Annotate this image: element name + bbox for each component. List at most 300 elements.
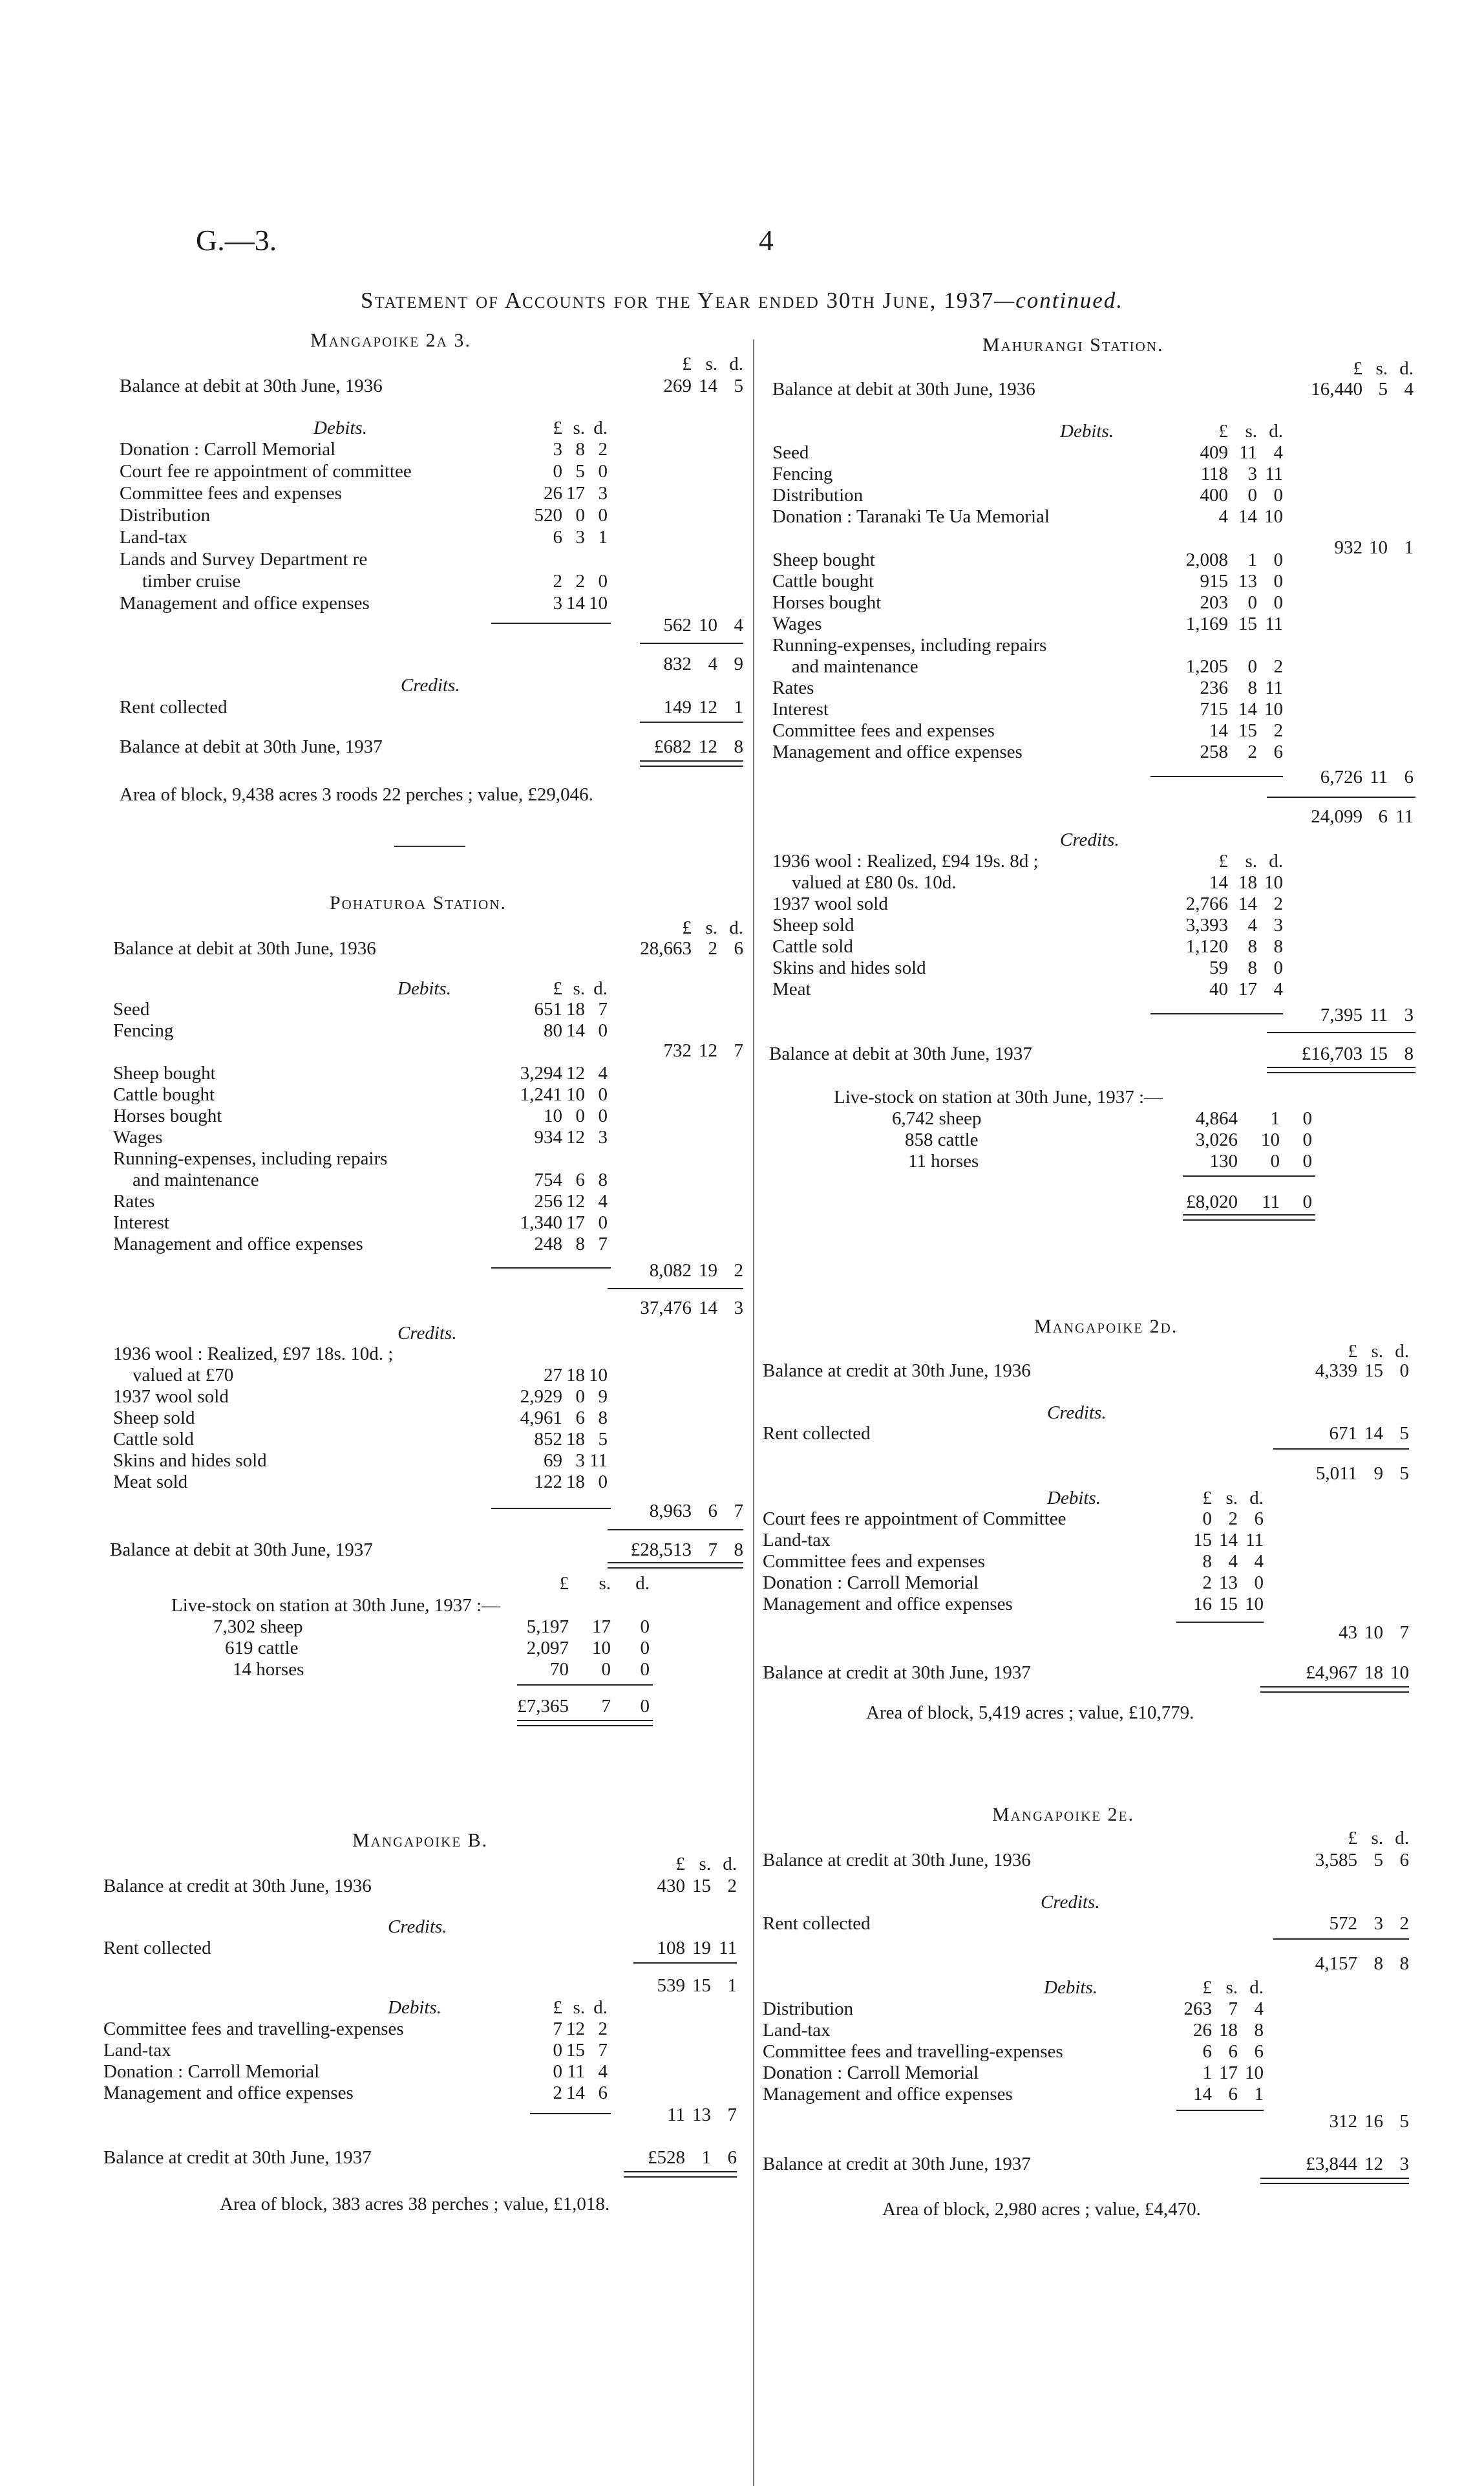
area-value-note: Area of block, 5,419 acres ; value, £10,779.	[866, 1702, 1194, 1723]
livestock-item-label: 11 horses	[908, 1151, 979, 1172]
subtotal-pence: 3	[734, 1298, 743, 1318]
debit-item-label: Committee fees and expenses	[772, 720, 995, 741]
credit-item-pounds: 14	[1209, 872, 1228, 893]
debits-total-pence: 4	[734, 615, 743, 636]
rent-pence: 1	[734, 697, 743, 718]
credit-item-label: 1937 wool sold	[113, 1386, 229, 1407]
currency-head-outer-shillings: s.	[1375, 358, 1388, 379]
debit-item-pence: 11	[1246, 1530, 1264, 1550]
debit-item-label: Seed	[772, 442, 809, 463]
credit-item-shillings: 18	[566, 1429, 585, 1450]
debit-item-pounds: 15	[1193, 1530, 1212, 1550]
opening-balance-label: Balance at credit at 30th June, 1936	[763, 1850, 1031, 1870]
credit-item-label: valued at £70	[132, 1365, 234, 1386]
currency-head-inner-pence: d.	[593, 978, 608, 999]
credit-item-shillings: 8	[1247, 936, 1257, 957]
debit-item-label: Management and office expenses	[763, 2084, 1013, 2105]
debit-item-label: Committee fees and travelling-expenses	[103, 2019, 404, 2039]
debit-item-pounds: 1,169	[1185, 614, 1228, 634]
closing-balance-pounds: £16,703	[1301, 1044, 1362, 1064]
debit-item-label: Land-tax	[120, 527, 187, 548]
debit-item-label: Court fee re appointment of committee	[120, 461, 412, 482]
closing-balance-shillings: 7	[708, 1539, 717, 1560]
currency-head-inner-pence: d.	[593, 1997, 608, 2018]
debit-item-pounds: 520	[534, 505, 562, 526]
debit-item-label: Interest	[772, 699, 829, 720]
debit-item-pence: 0	[598, 1020, 608, 1041]
section-title: Mangapoike 2e.	[992, 1804, 1134, 1825]
rent-pence: 11	[719, 1938, 737, 1958]
subtotal-pence: 5	[1399, 1463, 1409, 1484]
credit-item-pounds: 852	[534, 1429, 562, 1450]
debit-item-label: Seed	[113, 999, 150, 1020]
debit-item-label: Wages	[113, 1127, 163, 1148]
opening-balance-shillings: 14	[699, 376, 717, 396]
opening-balance-pence: 6	[734, 938, 743, 959]
group2-total-shillings: 19	[699, 1260, 717, 1281]
debit-item-pence: 0	[1254, 1572, 1264, 1593]
rent-pence: 2	[1399, 1913, 1409, 1934]
debit-item-pounds: 0	[1202, 1508, 1212, 1529]
debit-item-pence: 7	[598, 2040, 608, 2061]
debit-item-pounds: 3	[553, 439, 562, 460]
credit-item-pounds: 122	[534, 1472, 562, 1492]
livestock-total-pounds: £8,020	[1186, 1192, 1238, 1212]
currency-head-inner-pence: d.	[593, 418, 608, 438]
currency-head-inner-shillings: s.	[1225, 1488, 1238, 1508]
rent-pounds: 108	[657, 1938, 685, 1958]
closing-balance-label: Balance at debit at 30th June, 1937	[769, 1044, 1032, 1064]
debit-item-pounds: 236	[1200, 678, 1228, 698]
group2-total-pounds: 6,726	[1320, 767, 1362, 788]
debit-item-shillings: 14	[1219, 1530, 1238, 1550]
credit-item-shillings: 18	[566, 1365, 585, 1386]
closing-balance-pounds: £4,967	[1306, 1662, 1357, 1683]
subtotal-shillings: 4	[708, 654, 717, 674]
debit-item-pounds: 1,241	[520, 1084, 562, 1105]
credit-item-label: 1936 wool : Realized, £94 19s. 8d ;	[772, 851, 1039, 872]
debit-item-pence: 0	[598, 1084, 608, 1105]
credit-item-label: Sheep sold	[113, 1408, 195, 1428]
debit-item-label: timber cruise	[142, 571, 241, 592]
debit-item-pounds: 16	[1193, 1594, 1212, 1614]
debit-item-label: Court fees re appointment of Committee	[763, 1508, 1066, 1529]
group1-total-pounds: 932	[1334, 537, 1362, 558]
section-title: Mangapoike B.	[352, 1830, 489, 1851]
debit-item-shillings: 11	[567, 2061, 585, 2082]
debit-item-pence: 8	[1254, 2020, 1264, 2041]
debit-item-pounds: 1	[1202, 2063, 1212, 2083]
debit-item-shillings: 14	[566, 2083, 585, 2103]
credit-item-shillings: 18	[566, 1472, 585, 1492]
livestock-total-shillings: 7	[601, 1696, 611, 1717]
opening-balance-label: Balance at credit at 30th June, 1936	[103, 1876, 372, 1896]
debit-item-pounds: 2	[553, 2083, 562, 2103]
debit-item-pence: 11	[1265, 464, 1283, 484]
debit-item-pounds: 26	[1193, 2020, 1212, 2041]
closing-balance-pounds: £682	[654, 736, 692, 757]
currency-head-outer-pence: d.	[1399, 358, 1414, 379]
statement-title-continued: —continued.	[994, 288, 1123, 313]
rent-pounds: 149	[663, 697, 692, 718]
currency-head-inner-pounds: £	[553, 418, 562, 438]
credits-heading: Credits.	[1047, 1402, 1107, 1423]
debit-item-label: Sheep bought	[113, 1063, 216, 1084]
debit-item-label: Rates	[772, 678, 814, 698]
debit-item-shillings: 15	[1219, 1594, 1238, 1614]
debit-item-shillings: 6	[1228, 2084, 1238, 2105]
currency-head-outer-shillings: s.	[705, 917, 717, 938]
rent-label: Rent collected	[763, 1423, 871, 1444]
debit-item-pence: 0	[598, 505, 608, 526]
debit-item-shillings: 6	[575, 1170, 585, 1190]
debit-item-pounds: 118	[1200, 464, 1228, 484]
subtotal-pence: 11	[1395, 806, 1414, 827]
credit-item-pence: 10	[1264, 872, 1283, 893]
document-series: G.—3.	[196, 224, 277, 257]
debit-item-pence: 8	[598, 1170, 608, 1190]
credit-item-pounds: 3,393	[1185, 915, 1228, 936]
credits-heading: Credits.	[1041, 1892, 1100, 1913]
debits-total-pence: 7	[727, 2105, 737, 2125]
currency-head-outer-pence: d.	[1395, 1341, 1409, 1362]
opening-balance-pounds: 28,663	[640, 938, 692, 959]
debit-item-pence: 10	[1264, 506, 1283, 527]
closing-balance-pence: 10	[1390, 1662, 1409, 1683]
closing-balance-label: Balance at credit at 30th June, 1937	[103, 2147, 372, 2168]
debit-item-shillings: 8	[575, 439, 585, 460]
debit-item-shillings: 2	[1228, 1508, 1238, 1529]
debit-item-pounds: 1,340	[520, 1212, 562, 1233]
debit-item-label: Cattle bought	[113, 1084, 215, 1105]
group1-total-pence: 1	[1404, 537, 1414, 558]
subtotal-shillings: 9	[1373, 1463, 1383, 1484]
rent-label: Rent collected	[763, 1913, 871, 1934]
opening-balance-pence: 6	[1399, 1850, 1409, 1870]
debit-item-pounds: 80	[544, 1020, 562, 1041]
debit-item-pence: 11	[1265, 678, 1283, 698]
debit-item-label: Distribution	[763, 1998, 854, 2019]
credit-item-shillings: 8	[1247, 958, 1257, 978]
debits-total-shillings: 16	[1364, 2111, 1383, 2132]
credits-total-shillings: 11	[1370, 1005, 1388, 1025]
credit-item-label: Cattle sold	[113, 1429, 194, 1450]
livestock-item-shillings: 17	[592, 1616, 611, 1637]
closing-balance-pence: 3	[1399, 2154, 1409, 2174]
debit-item-pounds: 400	[1200, 485, 1228, 506]
opening-balance-pence: 0	[1399, 1360, 1409, 1381]
subtotal-pence: 1	[727, 1975, 737, 1996]
debit-item-pounds: 2	[1202, 1572, 1212, 1593]
credit-item-label: Cattle sold	[772, 936, 853, 957]
opening-balance-pounds: 3,585	[1315, 1850, 1357, 1870]
currency-head-inner-shillings: s.	[573, 418, 585, 438]
livestock-item-pence: 0	[1302, 1130, 1312, 1150]
debit-item-shillings: 12	[566, 1127, 585, 1148]
closing-balance-shillings: 15	[1369, 1044, 1388, 1064]
debit-item-pence: 0	[1273, 571, 1283, 592]
currency-head-livestock-shillings: s.	[599, 1573, 611, 1594]
debit-item-pounds: 263	[1183, 1998, 1212, 2019]
closing-balance-label: Balance at credit at 30th June, 1937	[763, 2154, 1031, 2174]
debit-item-pence: 4	[1254, 1998, 1264, 2019]
subtotal-shillings: 14	[699, 1298, 717, 1318]
livestock-item-pounds: 3,026	[1195, 1130, 1238, 1150]
closing-balance-shillings: 1	[701, 2147, 711, 2168]
credits-heading: Credits.	[1060, 830, 1119, 850]
livestock-item-pounds: 70	[550, 1659, 569, 1680]
debits-heading: Debits.	[398, 978, 451, 999]
debit-item-label: Fencing	[113, 1020, 174, 1041]
debit-item-pence: 0	[598, 461, 608, 482]
currency-head-outer-shillings: s.	[1371, 1341, 1383, 1362]
credit-item-label: valued at £80 0s. 10d.	[792, 872, 957, 893]
opening-balance-shillings: 5	[1378, 379, 1388, 400]
debit-item-label: Rates	[113, 1191, 155, 1212]
debit-item-label: Interest	[113, 1212, 169, 1233]
currency-head-inner-pence: d.	[1269, 421, 1283, 442]
credit-item-shillings: 6	[575, 1408, 585, 1428]
currency-head-inner-pounds: £	[1218, 421, 1228, 442]
subtotal-pence: 9	[734, 654, 743, 674]
currency-head-credits-pounds: £	[1218, 851, 1228, 872]
debit-item-pounds: 754	[534, 1170, 562, 1190]
debit-item-shillings: 11	[1239, 442, 1257, 463]
debit-item-pence: 2	[598, 2019, 608, 2039]
currency-head-outer-pounds: £	[682, 354, 692, 374]
debit-item-shillings: 5	[575, 461, 585, 482]
debit-item-label: Donation : Carroll Memorial	[120, 439, 336, 460]
currency-head-livestock-pence: d.	[635, 1573, 650, 1594]
credits-heading: Credits.	[388, 1916, 447, 1937]
credit-item-pounds: 4,961	[520, 1408, 562, 1428]
debits-total-pounds: 11	[667, 2105, 685, 2125]
livestock-item-label: 14 horses	[233, 1659, 304, 1680]
livestock-item-pounds: 4,864	[1195, 1108, 1238, 1129]
credit-item-pounds: 59	[1209, 958, 1228, 978]
debit-item-pence: 7	[598, 1234, 608, 1254]
closing-balance-pence: 8	[1404, 1044, 1414, 1064]
opening-balance-label: Balance at credit at 30th June, 1936	[763, 1360, 1031, 1381]
livestock-total-shillings: 11	[1262, 1192, 1280, 1212]
closing-balance-label: Balance at debit at 30th June, 1937	[120, 736, 383, 757]
subtotal-pounds: 5,011	[1315, 1463, 1357, 1484]
rent-label: Rent collected	[120, 697, 228, 718]
debit-item-pence: 3	[598, 1127, 608, 1148]
subtotal-pounds: 539	[657, 1975, 685, 1996]
debits-heading: Debits.	[1047, 1488, 1101, 1508]
debits-total-shillings: 10	[699, 615, 717, 636]
credit-item-pence: 8	[1273, 936, 1283, 957]
currency-head-inner-pence: d.	[1249, 1977, 1264, 1998]
livestock-item-pence: 0	[1302, 1108, 1312, 1129]
credits-total-pence: 7	[734, 1501, 743, 1521]
currency-head-outer-pence: d.	[1395, 1828, 1409, 1848]
currency-head-credits-pence: d.	[1269, 851, 1283, 872]
subtotal-pence: 8	[1399, 1953, 1409, 1974]
debit-item-label: Management and office expenses	[763, 1594, 1013, 1614]
debit-item-pence: 10	[1245, 2063, 1264, 2083]
credits-heading: Credits.	[401, 675, 460, 696]
debit-item-label: Distribution	[120, 505, 211, 526]
credits-total-pence: 3	[1404, 1005, 1414, 1025]
livestock-item-shillings: 0	[601, 1659, 611, 1680]
debits-total-pence: 5	[1399, 2111, 1409, 2132]
debit-item-shillings: 15	[1238, 614, 1257, 634]
debit-item-shillings: 14	[566, 1020, 585, 1041]
debit-item-shillings: 8	[1247, 678, 1257, 698]
credit-item-pounds: 27	[544, 1365, 562, 1386]
debit-item-label: Donation : Taranaki Te Ua Memorial	[772, 506, 1050, 527]
closing-balance-label: Balance at debit at 30th June, 1937	[110, 1539, 373, 1560]
debit-item-label: Land-tax	[103, 2040, 171, 2061]
closing-balance-shillings: 12	[699, 736, 717, 757]
subtotal-pounds: 37,476	[640, 1298, 692, 1318]
credit-item-pence: 11	[589, 1450, 608, 1471]
credit-item-shillings: 17	[1238, 979, 1257, 1000]
debit-item-pounds: 1,205	[1185, 656, 1228, 677]
debit-item-pence: 4	[1254, 1551, 1264, 1572]
debit-item-pence: 0	[1273, 592, 1283, 613]
group1-total-shillings: 12	[699, 1040, 717, 1061]
debit-item-label: Wages	[772, 614, 822, 634]
subtotal-pounds: 24,099	[1311, 806, 1362, 827]
debit-item-label: Lands and Survey Department re	[120, 549, 368, 570]
credit-item-shillings: 18	[1238, 872, 1257, 893]
debit-item-pence: 4	[598, 2061, 608, 2082]
debit-item-pounds: 4	[1218, 506, 1228, 527]
credit-item-pence: 2	[1273, 894, 1283, 914]
subtotal-shillings: 6	[1378, 806, 1388, 827]
credit-item-shillings: 3	[575, 1450, 585, 1471]
credit-item-label: Sheep sold	[772, 915, 854, 936]
debit-item-shillings: 10	[566, 1084, 585, 1105]
debit-item-pounds: 3,294	[520, 1063, 562, 1084]
livestock-heading: Live-stock on station at 30th June, 1937 :—	[834, 1087, 1163, 1108]
currency-head-inner-shillings: s.	[573, 1997, 585, 2018]
debit-item-pence: 11	[1265, 614, 1283, 634]
livestock-item-shillings: 1	[1270, 1108, 1280, 1129]
rent-shillings: 19	[692, 1938, 711, 1958]
debit-item-pence: 0	[1273, 550, 1283, 570]
debit-item-label: Land-tax	[763, 2020, 831, 2041]
debit-item-pence: 6	[1254, 1508, 1264, 1529]
rent-shillings: 14	[1364, 1423, 1383, 1444]
currency-head-inner-shillings: s.	[573, 978, 585, 999]
subtotal-pounds: 832	[663, 654, 692, 674]
debit-item-pounds: 256	[534, 1191, 562, 1212]
debit-item-label: Management and office expenses	[113, 1234, 363, 1254]
debit-item-shillings: 13	[1238, 571, 1257, 592]
credit-item-label: 1937 wool sold	[772, 894, 888, 914]
livestock-item-label: 7,302 sheep	[213, 1616, 303, 1637]
debit-item-shillings: 4	[1228, 1551, 1238, 1572]
debits-rule	[1176, 2110, 1264, 2111]
debit-item-shillings: 15	[1238, 720, 1257, 741]
debit-item-pence: 10	[1264, 699, 1283, 720]
rent-pence: 5	[1399, 1423, 1409, 1444]
debit-item-pence: 4	[598, 1063, 608, 1084]
debit-item-label: Committee fees and travelling-expenses	[763, 2041, 1063, 2062]
debit-item-label: Horses bought	[113, 1106, 222, 1126]
debit-item-shillings: 17	[566, 1212, 585, 1233]
opening-balance-shillings: 5	[1373, 1850, 1383, 1870]
credit-item-label: 1936 wool : Realized, £97 18s. 10d. ;	[113, 1344, 394, 1364]
debit-item-pence: 0	[598, 571, 608, 592]
statement-title-text: Statement of Accounts for the Year ended 30th June, 1937	[360, 288, 995, 313]
opening-balance-pence: 4	[1404, 379, 1414, 400]
debit-item-pounds: 0	[553, 2061, 562, 2082]
debits-total-pounds: 43	[1339, 1622, 1357, 1643]
debit-item-pounds: 915	[1200, 571, 1228, 592]
currency-head-outer-shillings: s.	[699, 1854, 711, 1874]
group2-total-shillings: 11	[1370, 767, 1388, 788]
debits-total-shillings: 13	[692, 2105, 711, 2125]
debit-item-pounds: 26	[544, 483, 562, 504]
debit-item-label: and maintenance	[792, 656, 918, 677]
credit-item-pounds: 69	[544, 1450, 562, 1471]
debit-item-shillings: 12	[566, 1063, 585, 1084]
debit-item-shillings: 8	[575, 1234, 585, 1254]
opening-balance-shillings: 15	[692, 1876, 711, 1896]
debit-item-pounds: 8	[1202, 1551, 1212, 1572]
debit-item-pounds: 10	[544, 1106, 562, 1126]
credit-item-pence: 0	[1273, 958, 1283, 978]
rent-pounds: 572	[1329, 1913, 1357, 1934]
debit-item-shillings: 6	[1228, 2041, 1238, 2062]
debit-item-pence: 0	[598, 1106, 608, 1126]
group1-total-pence: 7	[734, 1040, 743, 1061]
debit-item-label: Sheep bought	[772, 550, 875, 570]
debit-item-shillings: 0	[1247, 485, 1257, 506]
debit-item-pounds: 203	[1200, 592, 1228, 613]
debit-item-label: Donation : Carroll Memorial	[763, 1572, 979, 1593]
debit-item-shillings: 0	[575, 1106, 585, 1126]
credits-total-pounds: 7,395	[1320, 1005, 1362, 1025]
credit-item-label: Skins and hides sold	[772, 958, 926, 978]
debit-item-pounds: 409	[1200, 442, 1228, 463]
subtotal-pounds: 4,157	[1315, 1953, 1357, 1974]
currency-head-outer-pounds: £	[1348, 1828, 1357, 1848]
livestock-item-pounds: 130	[1209, 1151, 1238, 1172]
opening-balance-pence: 2	[727, 1876, 737, 1896]
debit-item-pounds: 3	[553, 593, 562, 614]
debit-item-label: Donation : Carroll Memorial	[763, 2063, 979, 2083]
section-title: Mangapoike 2a 3.	[310, 330, 471, 351]
credit-item-pence: 3	[1273, 915, 1283, 936]
debit-item-label: Distribution	[772, 485, 864, 506]
debit-item-pounds: 7	[553, 2019, 562, 2039]
debit-item-pounds: 2,008	[1185, 550, 1228, 570]
debit-item-shillings: 14	[566, 593, 585, 614]
closing-balance-pence: 6	[727, 2147, 737, 2168]
debit-item-label: Management and office expenses	[772, 742, 1023, 762]
debit-item-label: Horses bought	[772, 592, 882, 613]
debit-item-label: Management and office expenses	[120, 593, 370, 614]
debit-item-shillings: 3	[575, 527, 585, 548]
currency-head-outer-shillings: s.	[705, 354, 717, 374]
debit-item-pounds: 6	[553, 527, 562, 548]
debit-item-label: and maintenance	[132, 1170, 259, 1190]
opening-balance-label: Balance at debit at 30th June, 1936	[772, 379, 1035, 400]
debit-item-shillings: 1	[1247, 550, 1257, 570]
area-value-note: Area of block, 383 acres 38 perches ; value, £1,018.	[220, 2194, 610, 2214]
credit-item-pounds: 2,766	[1185, 894, 1228, 914]
debit-item-shillings: 12	[566, 2019, 585, 2039]
debit-item-pence: 4	[1273, 442, 1283, 463]
currency-head-outer-pounds: £	[675, 1854, 685, 1874]
opening-balance-pounds: 430	[657, 1876, 685, 1896]
